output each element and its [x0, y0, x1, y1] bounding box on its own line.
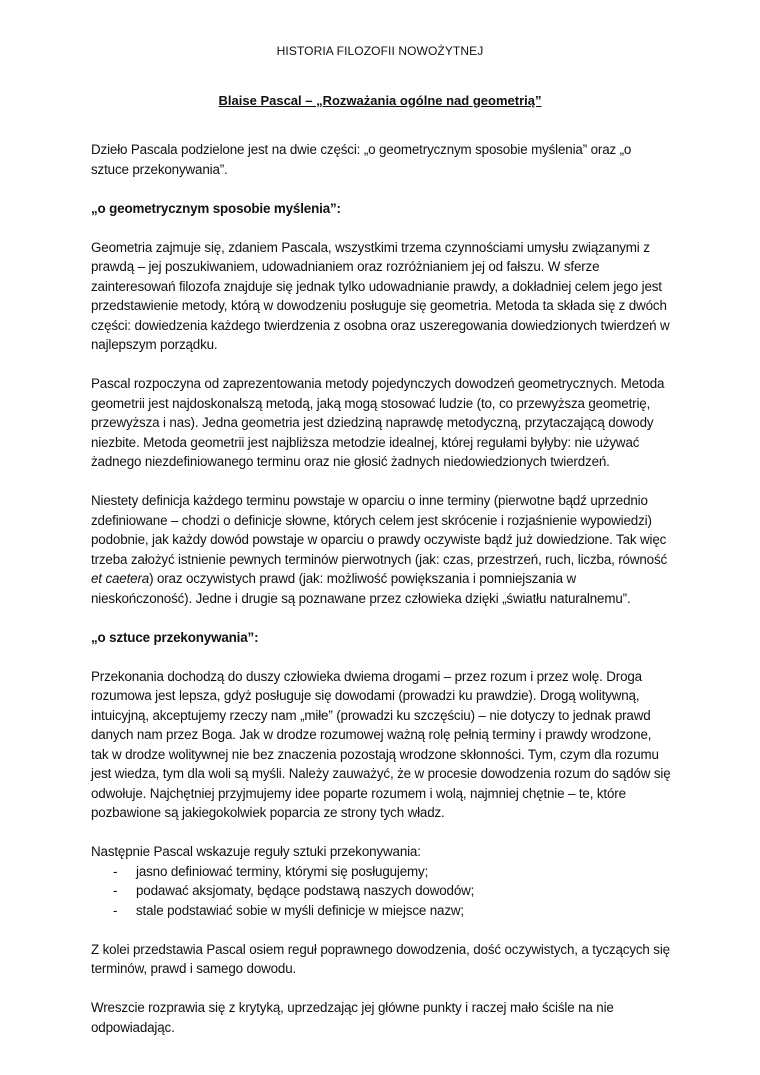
rules-intro: Następnie Pascal wskazuje reguły sztuki przekonywania:: [91, 844, 421, 859]
paragraph: [91, 491, 671, 608]
list-item: [91, 881, 671, 901]
list-item: [91, 862, 671, 882]
list-item-text: stale podstawiać sobie w myśli definicje w miejsce nazw;: [136, 902, 464, 918]
paragraph-text: ) oraz oczywistych prawd (jak: możliwość powiększania i pomniejszania w nieskończoność). Jedne i drugie są poznawane przez człowieka dzięki „światłu naturalnemu”.: [91, 571, 631, 606]
rules-list: [91, 862, 671, 921]
paragraph: Wreszcie rozprawia się z krytyką, uprzedzając jej główne punkty i raczej mało ściśle na nie odpowiadając.: [91, 1000, 614, 1035]
dash-bullet: -: [113, 883, 118, 898]
section-heading-persuasion: „o sztuce przekonywania”:: [91, 629, 259, 645]
list-item: [91, 901, 671, 921]
paragraph: Geometria zajmuje się, zdaniem Pascala, wszystkimi trzema czynnościami umysłu związanymi z prawdą – jej poszukiwaniem, udowadnianiem oraz rozróżnianiem jej od fałszu. W sferze zainteresowań filozofa znajduje się jednak tylko udowadnianie prawdy, a dokładniej celem jego jest przedstawienie metody, którą w dowodzeniu posługuje się geometria. Metoda ta składa się z dwóch części: dowiedzenia każdego twierdzenia z osobna oraz uszeregowania dowiedzionych twierdzeń w najlepszym porządku.: [91, 239, 670, 352]
document-body: [91, 140, 671, 1037]
list-item-text: podawać aksjomaty, będące podstawą naszych dowodów;: [136, 883, 475, 898]
dash-bullet: -: [113, 902, 118, 918]
list-item-text: jasno definiować terminy, którymi się posługujemy;: [136, 863, 429, 879]
paragraph: Z kolei przedstawia Pascal osiem reguł poprawnego dowodzenia, dość oczywistych, a tyczących się terminów, prawd i samego dowodu.: [91, 941, 670, 976]
document-title: Blaise Pascal – „Rozważania ogólne nad geometrią”: [218, 93, 542, 108]
italic-phrase: et caetera: [91, 571, 150, 586]
paragraph: Przekonania dochodzą do duszy człowieka dwiema drogami – przez rozum i przez wolę. Droga rozumowa jest lepsza, gdyż posługuje się dowodami (prowadzi ku prawdzie). Drogą wolitywną, intuicyjną, akceptujemy rzeczy nam „miłe” (prowadzi ku szczęściu) – nie dotyczy to jednak prawd danych nam przez Boga. Jak w drodze rozumowej ważną rolę pełnią terminy i prawdy wrodzone, tak w drodze wolitywnej nie bez znaczenia pozostają wrodzone skłonności. Tym, czym dla rozumu jest wiedza, tym dla woli są myśli. Należy zauważyć, że w procesie dowodzenia rozum do sądów się odwołuje. Najchętniej przyjmujemy idee poparte rozumem i wolą, najmniej chętnie – te, które pozbawione są jakiegokolwiek poparcia ze strony tych władz.: [91, 668, 671, 820]
dash-bullet: -: [113, 863, 118, 879]
paragraph-text: Niestety definicja każdego terminu powstaje w oparciu o inne terminy (pierwotne bądź uprzednio zdefiniowane – chodzi o definicje słowne, których celem jest skrócenie i rozjaśnienie wypowiedzi) podobnie, jak każdy dowód powstaje w oparciu o prawdy oczywiste bądź już dowiedzione. Tak więc trzeba założyć istnienie pewnych terminów pierwotnych (jak: czas, przestrzeń, ruch, liczba, równość: [91, 493, 668, 567]
intro-paragraph: Dzieło Pascala podzielone jest na dwie części: „o geometrycznym sposobie myślenia” oraz „o sztuce przekonywania”.: [91, 142, 632, 177]
paragraph: Pascal rozpoczyna od zaprezentowania metody pojedynczych dowodzeń geometrycznych. Metoda geometrii jest najdoskonalszą metodą, jaką mogą stosować ludzie (to, co przewyższa geometrię, przewyższa i nas). Jedna geometria jest dziedziną naprawdę metodyczną, przytaczającą dowody niezbite. Metoda geometrii jest najbliższa metodzie idealnej, której regułami byłyby: nie używać żadnego niezdefiniowanego terminu oraz nie głosić żadnych niedowiedzionych twierdzeń.: [91, 376, 665, 469]
page-header: HISTORIA FILOZOFII NOWOŻYTNEJ: [276, 44, 484, 58]
section-heading-geometry: „o geometrycznym sposobie myślenia”:: [91, 200, 341, 216]
